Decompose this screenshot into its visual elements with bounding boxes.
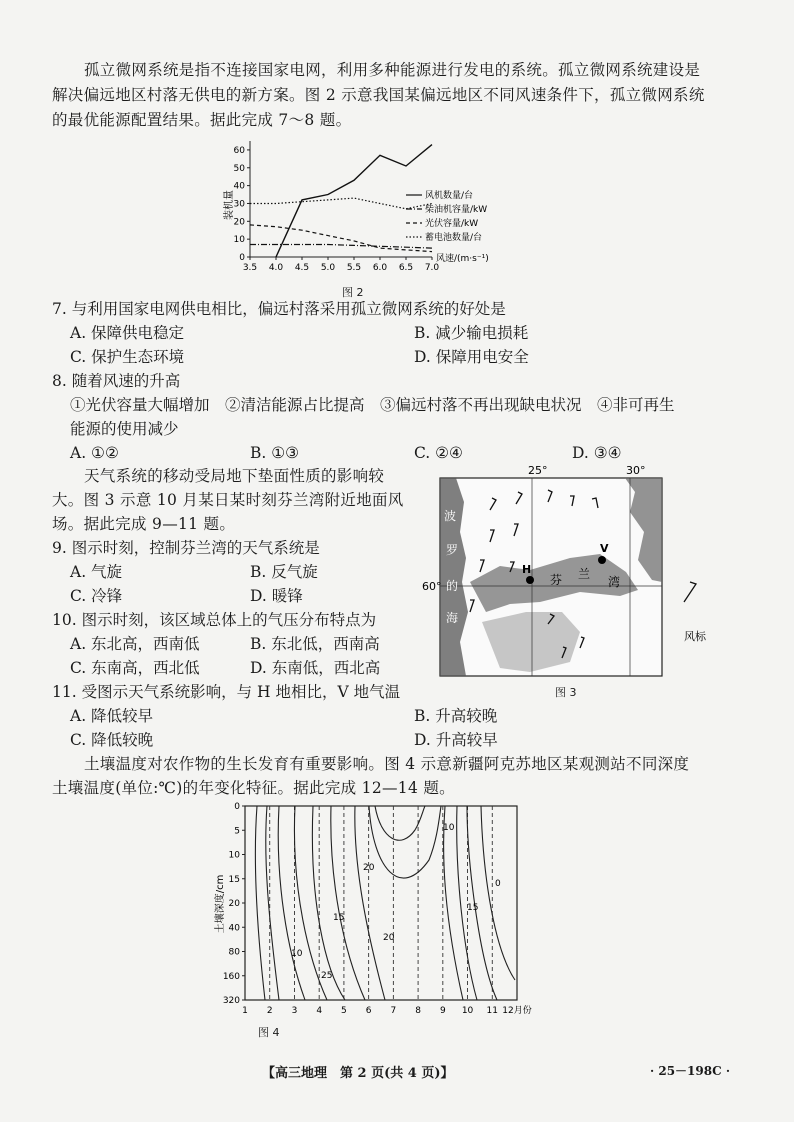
fig3-map xyxy=(422,462,730,680)
fig3-sea-1: 波 xyxy=(444,509,457,523)
fig2-series-line-1 xyxy=(250,245,432,249)
fig2-caption: 图 2 xyxy=(342,286,364,299)
fig2-ytick-label: 0 xyxy=(239,253,245,263)
fig4-xtick-label: 12月份 xyxy=(502,1006,532,1016)
fig3-label-V: V xyxy=(600,542,609,555)
fig4-ytick-label: 160 xyxy=(222,971,240,982)
q10-option-c[interactable]: C. 东南高，西北低 xyxy=(70,659,200,677)
fig2-xtick-label: 6.0 xyxy=(372,263,388,273)
fig2-ylabel: 装机量 xyxy=(224,190,235,220)
fig4-contour-label: 20 xyxy=(363,863,375,873)
fig4-xtick-label: 1 xyxy=(242,1006,248,1016)
q8-stem: 8. 随着风速的升高 xyxy=(52,372,181,390)
q11-option-c[interactable]: C. 降低较晚 xyxy=(70,731,154,749)
fig2-ytick-label: 20 xyxy=(233,217,245,228)
q9-option-b[interactable]: B. 反气旋 xyxy=(250,563,318,581)
fig3-sea-2: 罗 xyxy=(446,543,459,557)
fig2-xtick-label: 5.0 xyxy=(320,263,336,273)
fig3-gulf-3: 湾 xyxy=(608,575,621,589)
q11-option-d[interactable]: D. 升高较早 xyxy=(414,731,498,749)
fig2-chart xyxy=(210,135,530,285)
fig2-ytick-label: 10 xyxy=(233,235,245,246)
q11-option-b[interactable]: B. 升高较晚 xyxy=(414,707,498,725)
fig4-ytick-label: 20 xyxy=(228,899,240,909)
q8-option-b[interactable]: B. ①③ xyxy=(250,444,300,462)
q10-option-b[interactable]: B. 东北低，西南高 xyxy=(250,635,380,653)
intro1-line2: 解决偏远地区村落无供电的新方案。图 2 示意我国某偏远地区不同风速条件下，孤立微网系统 xyxy=(52,86,705,104)
fig2-legend-label: 风机数量/台 xyxy=(425,191,474,201)
fig4-xtick-label: 9 xyxy=(439,1006,446,1016)
q8-items-line2: 能源的使用减少 xyxy=(70,420,179,438)
fig3-lon2: 30° xyxy=(626,464,646,477)
fig2-series-line-3 xyxy=(250,198,432,209)
q10-stem: 10. 图示时刻，该区域总体上的气压分布特点为 xyxy=(52,611,377,629)
fig3-lon1: 25° xyxy=(528,464,548,477)
fig2-legend-label: 蓄电池数量/台 xyxy=(425,233,483,243)
intro1-line3: 的最优能源配置结果。据此完成 7～8 题。 xyxy=(52,111,352,129)
fig2-xtick-label: 4.5 xyxy=(294,263,310,273)
q8-option-d[interactable]: D. ③④ xyxy=(572,444,622,462)
fig3-lat: 60° xyxy=(422,580,442,593)
fig2-ytick-label: 50 xyxy=(233,163,245,174)
q10-option-d[interactable]: D. 东南低，西北高 xyxy=(250,659,381,677)
fig4-xtick-label: 10 xyxy=(461,1006,474,1016)
fig3-sea-3: 的 xyxy=(446,579,459,593)
intro1-line1: 孤立微网系统是指不连接国家电网，利用多种能源进行发电的系统。孤立微网系统建设是 xyxy=(84,61,701,79)
fig2-ytick-label: 60 xyxy=(233,145,245,156)
fig2-xtick-label: 6.5 xyxy=(398,263,414,273)
fig3-label-H: H xyxy=(522,563,532,576)
intro2-line1: 天气系统的移动受局地下垫面性质的影响较 xyxy=(84,467,385,485)
q10-option-a[interactable]: A. 东北高，西南低 xyxy=(70,635,200,653)
fig4-ytick-label: 0 xyxy=(234,802,240,812)
fig3-sea-4: 海 xyxy=(446,611,459,625)
fig4-ytick-label: 80 xyxy=(228,947,240,958)
fig4-xtick-label: 3 xyxy=(291,1006,298,1016)
q8-option-a[interactable]: A. ①② xyxy=(70,444,119,462)
fig4-xtick-label: 8 xyxy=(415,1006,421,1016)
intro3-line1: 土壤温度对农作物的生长发育有重要影响。图 4 示意新疆阿克苏地区某观测站不同深度 xyxy=(84,755,690,773)
q9-option-a[interactable]: A. 气旋 xyxy=(70,563,123,581)
fig4-contour-label: 15 xyxy=(467,903,479,913)
fig4-ytick-label: 320 xyxy=(222,996,240,1006)
intro3-line2: 土壤温度(单位:℃)的年变化特征。据此完成 12—14 题。 xyxy=(52,779,455,797)
q9-option-c[interactable]: C. 冷锋 xyxy=(70,587,123,605)
q8-option-c[interactable]: C. ②④ xyxy=(414,444,463,462)
fig2-xtick-label: 4.0 xyxy=(268,263,284,273)
fig4-xtick-label: 7 xyxy=(390,1006,397,1016)
fig4-ylabel: 土壤深度/cm xyxy=(215,874,226,934)
fig3-legend: 风标 xyxy=(684,630,706,643)
q7-stem: 7. 与利用国家电网供电相比，偏远村落采用孤立微网系统的好处是 xyxy=(52,300,506,318)
q7-option-c[interactable]: C. 保护生态环境 xyxy=(70,348,185,366)
fig2-xtick-label: 5.5 xyxy=(346,263,362,273)
fig4-xtick-label: 11 xyxy=(486,1006,498,1016)
fig4-ytick-label: 40 xyxy=(228,923,240,934)
fig4-contour-label: 10 xyxy=(443,823,455,833)
q7-option-d[interactable]: D. 保障用电安全 xyxy=(414,348,529,366)
fig3-caption: 图 3 xyxy=(555,686,577,699)
fig4-xtick-label: 5 xyxy=(341,1006,347,1016)
fig4-ytick-label: 5 xyxy=(234,826,240,837)
fig4-ytick-label: 15 xyxy=(228,874,240,885)
q11-option-a[interactable]: A. 降低较早 xyxy=(70,707,154,725)
fig2-xtick-label: 7.0 xyxy=(424,263,440,273)
q7-option-a[interactable]: A. 保障供电稳定 xyxy=(70,324,185,342)
fig2-legend-label: 光伏容量/kW xyxy=(425,219,479,229)
fig4-xtick-label: 6 xyxy=(365,1006,372,1016)
fig2-xtick-label: 3.5 xyxy=(242,263,258,273)
fig3-gulf-2: 兰 xyxy=(578,567,591,581)
footer-page-info: 【高三地理 第 2 页(共 4 页)】 xyxy=(262,1066,454,1081)
q8-items-line1: ①光伏容量大幅增加 ②清洁能源占比提高 ③偏远村落不再出现缺电状况 ④非可再生 xyxy=(70,396,675,414)
fig2-legend-label: 柴油机容量/kW xyxy=(425,205,488,215)
fig2-series-line-0 xyxy=(276,145,432,257)
q9-option-d[interactable]: D. 暖锋 xyxy=(250,587,303,605)
fig4-xtick-label: 2 xyxy=(266,1006,273,1016)
fig4-xtick-label: 4 xyxy=(316,1006,323,1016)
footer-code: · 25－198C · xyxy=(650,1064,731,1078)
fig4-contour-label: 0 xyxy=(495,879,501,889)
intro2-line2: 大。图 3 示意 10 月某日某时刻芬兰湾附近地面风 xyxy=(52,491,404,509)
fig2-ytick-label: 30 xyxy=(233,199,245,210)
fig4-caption: 图 4 xyxy=(258,1026,280,1039)
q11-stem: 11. 受图示天气系统影响，与 H 地相比，V 地气温 xyxy=(52,683,401,701)
fig2-ytick-label: 40 xyxy=(233,181,245,192)
intro2-line3: 场。据此完成 9—11 题。 xyxy=(52,515,236,533)
q7-option-b[interactable]: B. 减少输电损耗 xyxy=(414,324,529,342)
fig4-contour-label: 10 xyxy=(291,949,303,959)
fig2-xlabel: 风速/(m·s⁻¹) xyxy=(436,254,489,264)
fig4-contour-label: 25 xyxy=(321,971,333,981)
q9-stem: 9. 图示时刻，控制芬兰湾的天气系统是 xyxy=(52,539,320,557)
fig4-chart xyxy=(205,800,535,1020)
fig4-ytick-label: 10 xyxy=(228,850,240,861)
fig4-contour-label: 20 xyxy=(383,933,395,943)
fig3-gulf-1: 芬 xyxy=(550,573,563,587)
fig4-contour-label: 15 xyxy=(333,913,345,923)
